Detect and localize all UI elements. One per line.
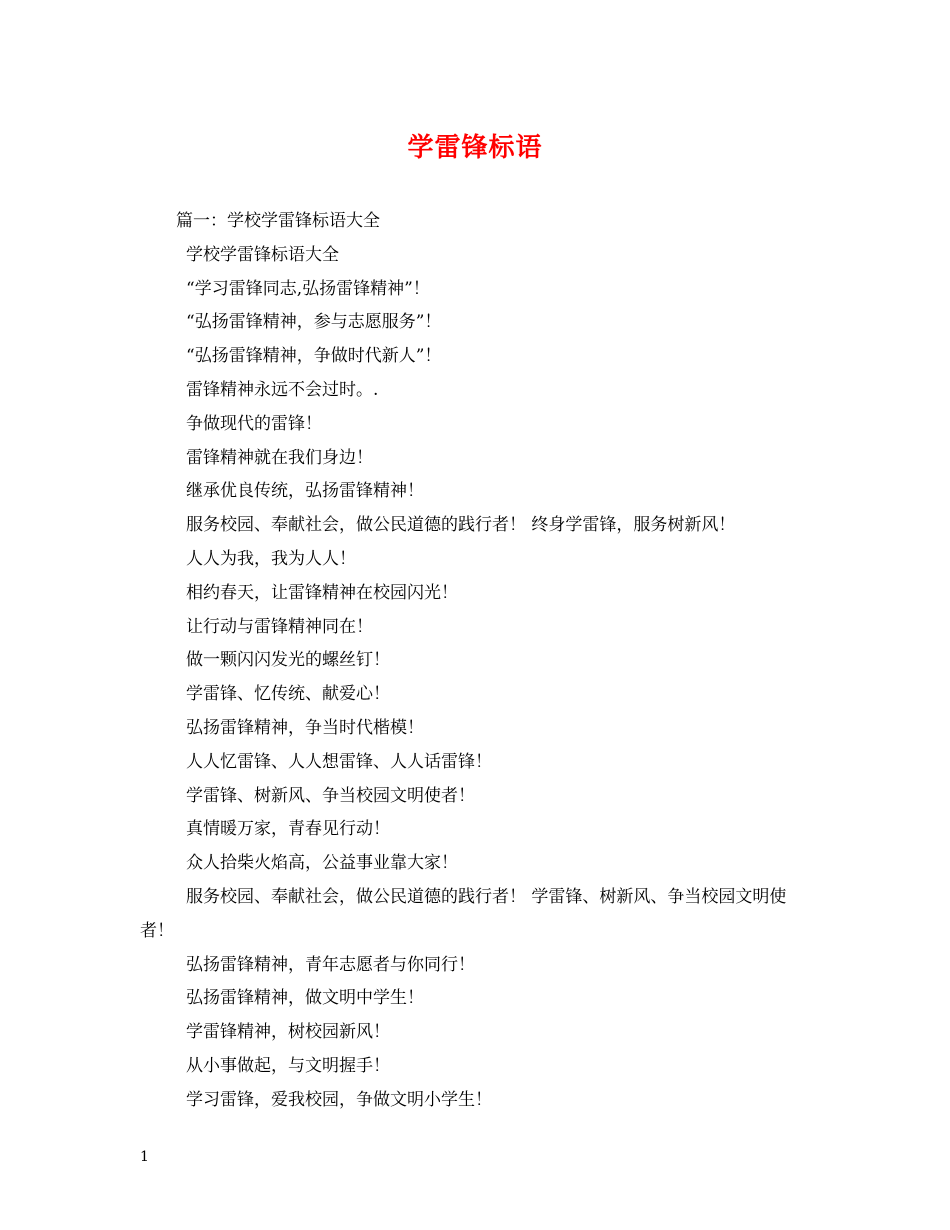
slogan-line: 从小事做起，与文明握手！ <box>186 1055 390 1076</box>
slogan-line: 服务校园、奉献社会，做公民道德的践行者！ 终身学雷锋，服务树新风！ <box>186 515 736 536</box>
slogan-line: 人人为我，我为人人！ <box>186 548 356 569</box>
slogan-line: “弘扬雷锋精神，参与志愿服务”！ <box>186 312 442 333</box>
slogan-line: 做一颗闪闪发光的螺丝钉！ <box>186 650 390 671</box>
slogan-line: 众人拾柴火焰高，公益事业靠大家！ <box>186 853 458 874</box>
slogan-line: 学雷锋、忆传统、献爱心！ <box>186 684 390 705</box>
slogan-line: “学习雷锋同志,弘扬雷锋精神”！ <box>186 278 430 299</box>
page-title: 学雷锋标语 <box>407 133 543 163</box>
slogan-line: “弘扬雷锋精神，争做时代新人”！ <box>186 346 442 367</box>
slogan-line: 雷锋精神永远不会过时。. <box>186 379 379 400</box>
document-body <box>140 205 820 1118</box>
slogan-line: 争做现代的雷锋！ <box>186 413 322 434</box>
wrapped-paragraph: 服务校园、奉献社会，做公民道德的践行者！ 学雷锋、树新风、争当校园文明使者！ <box>140 886 787 941</box>
slogan-list-continued <box>140 949 820 1118</box>
subheading: 学校学雷锋标语大全 <box>186 244 339 265</box>
slogan-line: 继承优良传统，弘扬雷锋精神！ <box>186 481 424 502</box>
slogan-line: 人人忆雷锋、人人想雷锋、人人话雷锋！ <box>186 751 492 772</box>
slogan-list <box>140 273 820 881</box>
slogan-line: 弘扬雷锋精神，青年志愿者与你同行！ <box>186 954 475 975</box>
slogan-line: 真情暖万家，青春见行动！ <box>186 819 390 840</box>
slogan-line: 雷锋精神就在我们身边！ <box>186 447 373 468</box>
section-heading: 篇一：学校学雷锋标语大全 <box>176 211 380 231</box>
slogan-line: 弘扬雷锋精神，争当时代楷模！ <box>186 717 424 738</box>
slogan-line: 学雷锋精神，树校园新风！ <box>186 1022 390 1043</box>
page-number: 1 <box>140 1149 149 1165</box>
slogan-line: 让行动与雷锋精神同在！ <box>186 616 373 637</box>
slogan-line: 学习雷锋，爱我校园，争做文明小学生！ <box>186 1089 492 1110</box>
slogan-line: 弘扬雷锋精神，做文明中学生！ <box>186 988 424 1009</box>
slogan-line: 相约春天，让雷锋精神在校园闪光！ <box>186 582 458 603</box>
slogan-line: 学雷锋、树新风、争当校园文明使者！ <box>186 785 475 806</box>
